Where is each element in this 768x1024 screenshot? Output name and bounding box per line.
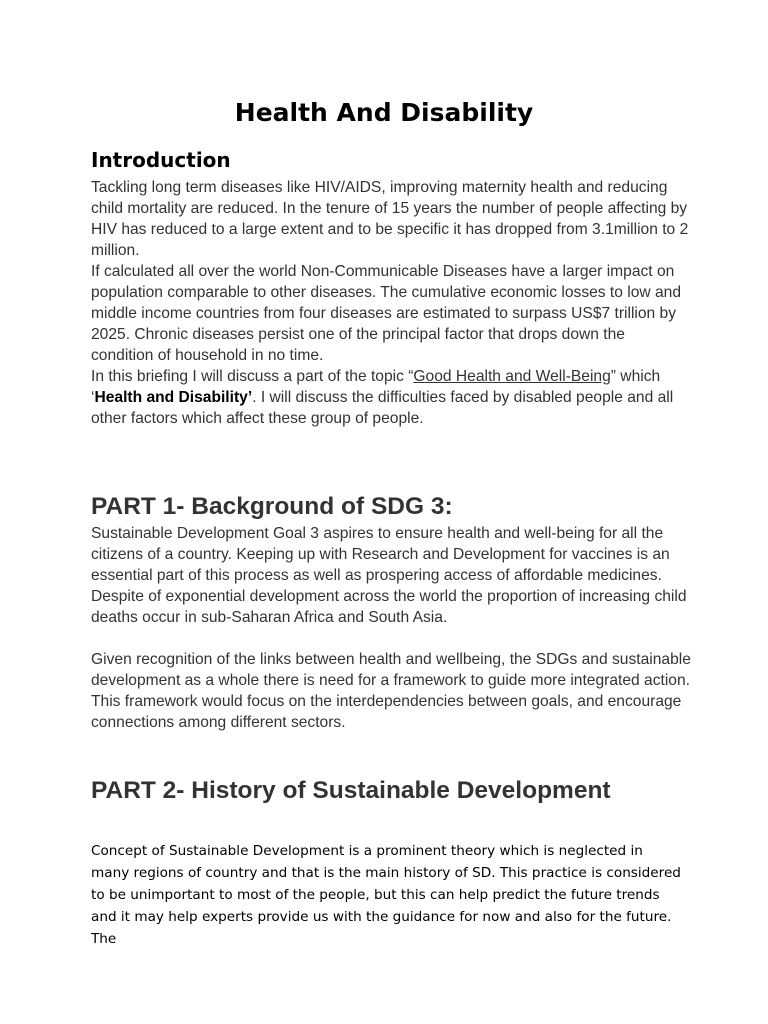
- part1-paragraph-2: Given recognition of the links between health and wellbeing, the SDGs and sustainable development as a whole there is need for a framework to guide more integrated action. This framework would focus on the interdependencies between goals, and encourage connections among different sectors.: [91, 651, 691, 731]
- paragraph-spacer: [91, 628, 691, 649]
- paragraph-3-text-start: In this briefing I will discuss a part of the topic “: [91, 368, 414, 385]
- part1-heading: PART 1- Background of SDG 3:: [91, 493, 453, 520]
- introduction-heading: Introduction: [91, 148, 231, 172]
- paragraph-3-text-end: . I will discuss the difficulties faced by disabled people and all other factors which affect these group of people.: [91, 389, 674, 427]
- document-title: Health And Disability: [234, 98, 534, 127]
- introduction-paragraph-2: If calculated all over the world Non-Communicable Diseases have a larger impact on population comparable to other diseases. The cumulative economic losses to low and middle income countries from four diseases are estimated to surpass US$7 trillion by 2025. Chronic diseases persist one of the principal factor that drops down the condition of household in no time.: [91, 263, 682, 364]
- part2-heading: PART 2- History of Sustainable Development: [91, 777, 611, 804]
- good-health-link[interactable]: Good Health and Well-Being: [413, 368, 611, 385]
- part2-body: [91, 840, 681, 950]
- health-and-disability-bold: Health and Disability’: [94, 389, 253, 406]
- introduction-paragraph-1: Tackling long term diseases like HIV/AIDS, improving maternity health and reducing child mortality are reduced. In the tenure of 15 years the number of people affecting by HIV has reduced to a large extent and to be specific it has dropped from 3.1million to 2 million.: [91, 179, 689, 259]
- part1-paragraph-1: Sustainable Development Goal 3 aspires to ensure health and well-being for all the citizens of a country. Keeping up with Research and Development for vaccines is an essential part of this process as well as prospering access of affordable medicines. Despite of exponential development across the world the proportion of increasing child deaths occur in sub-Saharan Africa and South Asia.: [91, 525, 687, 626]
- part2-paragraph-1: Concept of Sustainable Development is a prominent theory which is neglected in many regions of country and that is the main history of SD. This practice is considered to be unimportant to most of the people, but this can help predict the future trends and it may help experts provide us with the guidance for now and also for the future. The: [91, 843, 681, 947]
- introduction-body: [91, 177, 691, 429]
- part1-body: [91, 523, 691, 733]
- paragraph-3-text-mid: ” which ‘: [91, 368, 661, 406]
- introduction-paragraph-3: [91, 366, 691, 429]
